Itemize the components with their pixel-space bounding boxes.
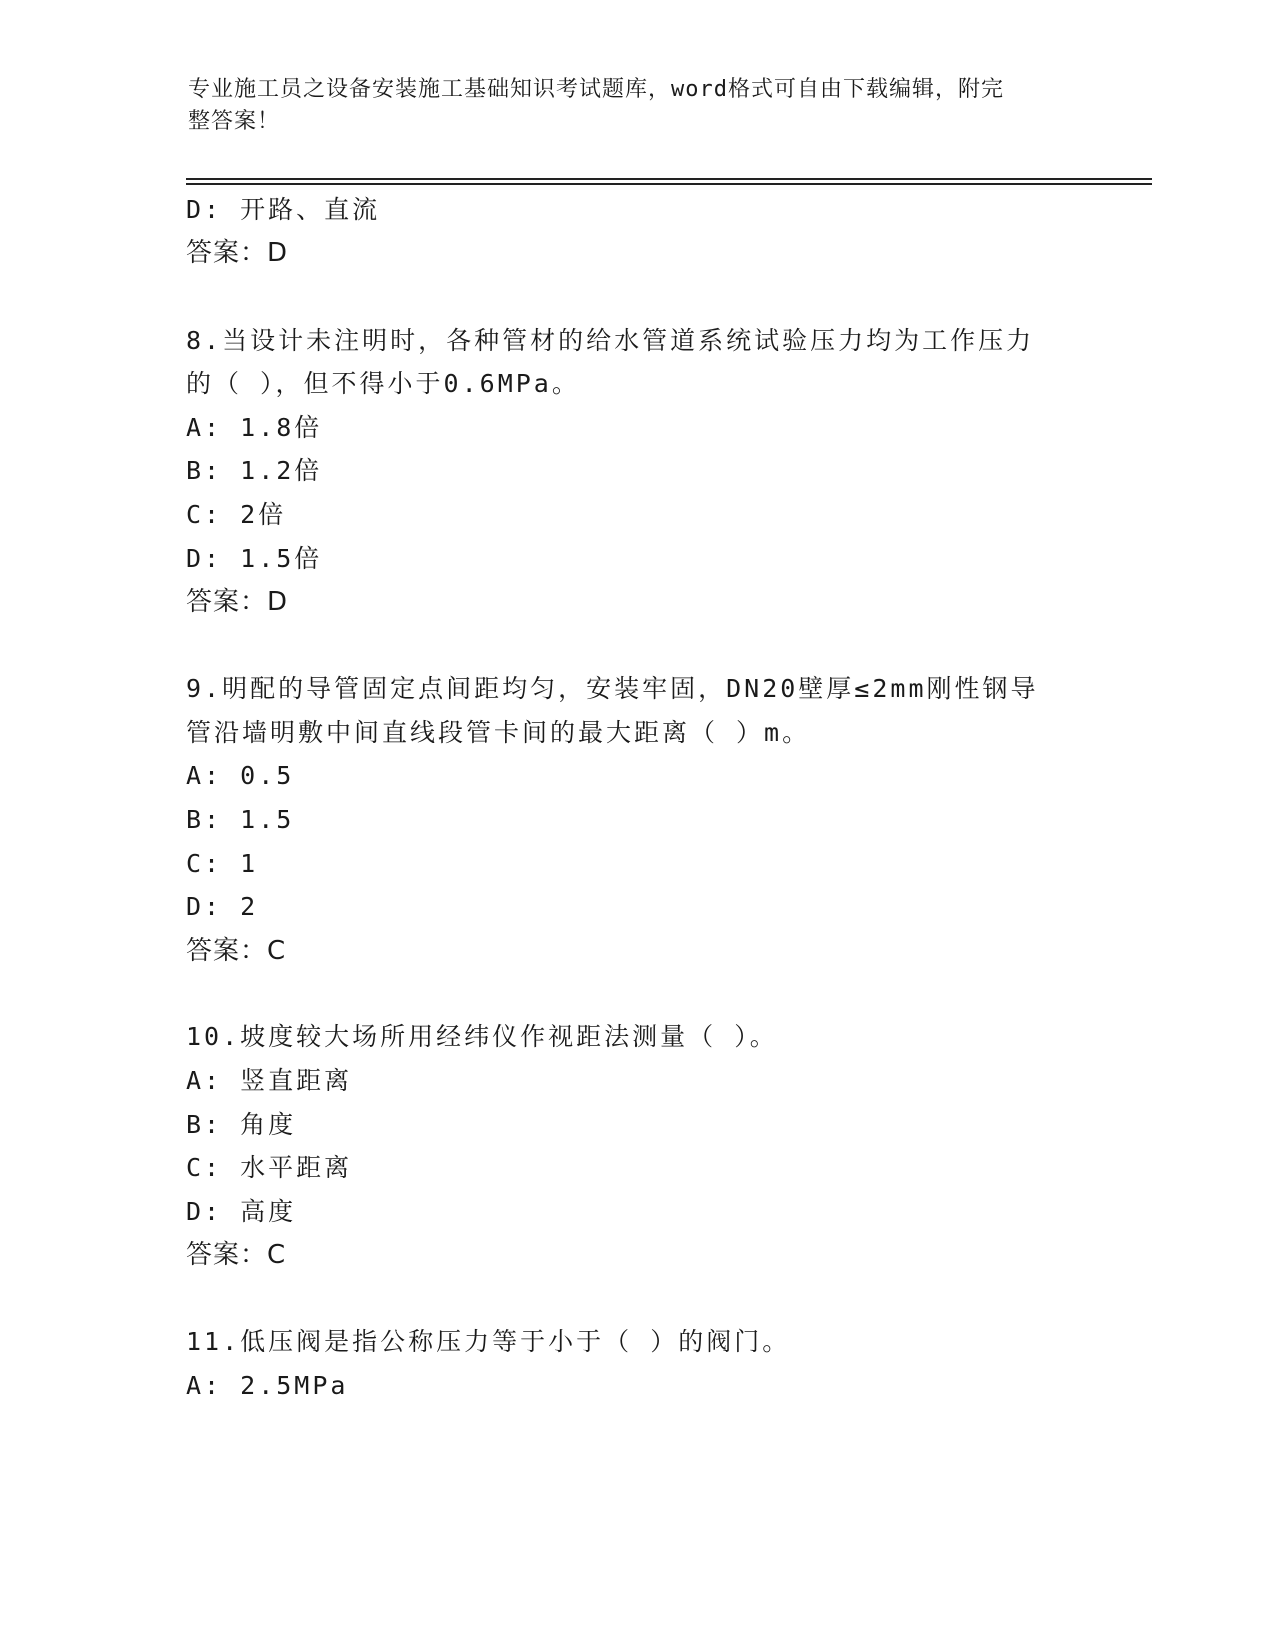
q10-option-a: A: 竖直距离 [186, 1066, 353, 1095]
q9-option-c: C: 1 [186, 849, 259, 878]
q10-option-c: C: 水平距离 [186, 1153, 353, 1182]
q10-answer: 答案：C [186, 1240, 287, 1270]
header-line-2: 整答案！ [188, 109, 281, 134]
q8-option-c: C: 2倍 [186, 500, 287, 529]
q9-stem-line-1: 9.明配的导管固定点间距均匀，安装牢固，DN20壁厚≤2mm刚性钢导 [186, 674, 1039, 703]
q9-option-b: B: 1.5 [186, 805, 295, 834]
document-header [188, 74, 1088, 138]
q8-option-d: D: 1.5倍 [186, 544, 323, 573]
q11-stem-line-1: 11.低压阀是指公称压力等于小于（ ）的阀门。 [186, 1327, 791, 1356]
q8-option-b: B: 1.2倍 [186, 456, 323, 485]
q11-option-a: A: 2.5MPa [186, 1371, 349, 1400]
q10-stem-line-1: 10.坡度较大场所用经纬仪作视距法测量（ ）。 [186, 1022, 778, 1051]
q8-answer: 答案：D [186, 587, 289, 617]
q8-option-a: A: 1.8倍 [186, 413, 323, 442]
header-divider-bottom [186, 183, 1152, 185]
q8-stem-line-1: 8.当设计未注明时，各种管材的给水管道系统试验压力均为工作压力 [186, 326, 1035, 355]
q9-answer: 答案：C [186, 936, 287, 966]
q9-option-a: A: 0.5 [186, 761, 295, 790]
q9-option-d: D: 2 [186, 892, 259, 921]
prev-answer: 答案：D [186, 238, 289, 268]
prev-option-d: D: 开路、直流 [186, 195, 381, 224]
q9-stem-line-2: 管沿墙明敷中间直线段管卡间的最大距离（ ）m。 [186, 718, 811, 747]
q10-option-b: B: 角度 [186, 1110, 297, 1139]
q8-stem-line-2: 的（ ），但不得小于0.6MPa。 [186, 369, 580, 398]
header-divider-top [186, 178, 1152, 180]
header-line-1: 专业施工员之设备安装施工基础知识考试题库，word格式可自由下载编辑，附完 [188, 77, 1004, 102]
q10-option-d: D: 高度 [186, 1197, 297, 1226]
